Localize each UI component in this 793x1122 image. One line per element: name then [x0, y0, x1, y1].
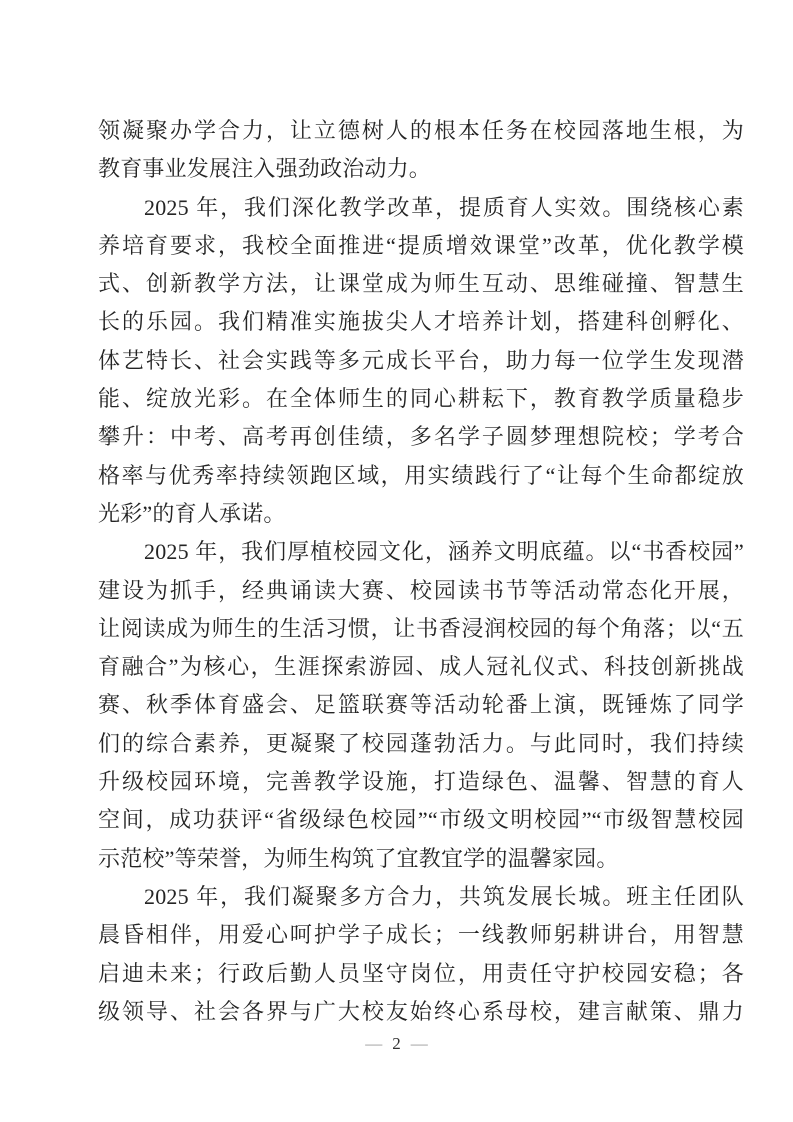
page-footer [0, 1033, 793, 1055]
document-body [98, 112, 744, 1031]
text-line: 空间，成功获评“省级绿色校园”“市级文明校园”“市级智慧校园 [98, 807, 744, 833]
paragraph [98, 533, 744, 878]
page-number: 2 [392, 1034, 401, 1053]
text-line: 育融合”为核心，生涯探索游园、成人冠礼仪式、科技创新挑战 [98, 654, 744, 680]
text-line: 升级校园环境，完善教学设施，打造绿色、温馨、智慧的育人 [98, 769, 744, 795]
text-line: 让阅读成为师生的生活习惯，让书香浸润校园的每个角落；以“五 [98, 615, 744, 641]
text-line: 建设为抓手，经典诵读大赛、校园读书节等活动常态化开展， [98, 577, 744, 603]
paragraph [98, 112, 744, 189]
text-line: 格率与优秀率持续领跑区域，用实绩践行了“让每个生命都绽放 [98, 462, 744, 488]
text-line: 启迪未来；行政后勤人员坚守岗位，用责任守护校园安稳；各 [98, 960, 744, 986]
text-line: 长的乐园。我们精准实施拔尖人才培养计划，搭建科创孵化、 [98, 309, 744, 335]
paragraph [98, 878, 744, 1031]
text-line: 们的综合素养，更凝聚了校园蓬勃活力。与此同时，我们持续 [98, 730, 744, 756]
text-line: 领凝聚办学合力，让立德树人的根本任务在校园落地生根，为 [98, 118, 744, 143]
text-line: 2025 年，我们凝聚多方合力，共筑发展长城。班主任团队 [144, 883, 744, 909]
text-line: 2025 年，我们深化教学改革，提质育人实效。围绕核心素 [144, 194, 744, 220]
footer-dash-left: — [365, 1034, 383, 1053]
text-line: 晨昏相伴，用爱心呵护学子成长；一线教师躬耕讲台，用智慧 [98, 922, 744, 948]
text-line: 攀升：中考、高考再创佳绩，多名学子圆梦理想院校；学考合 [98, 424, 744, 450]
text-line: 赛、秋季体育盛会、足篮联赛等活动轮番上演，既锤炼了同学 [98, 692, 744, 718]
text-line: 养培育要求，我校全面推进“提质增效课堂”改革，优化教学模 [98, 232, 744, 258]
text-line: 教育事业发展注入强劲政治动力。 [98, 156, 432, 182]
text-line: 2025 年，我们厚植校园文化，涵养文明底蕴。以“书香校园” [144, 539, 744, 565]
text-line: 式、创新教学方法，让课堂成为师生互动、思维碰撞、智慧生 [98, 271, 744, 297]
footer-dash-right: — [410, 1034, 428, 1053]
paragraph [98, 189, 744, 534]
text-line: 光彩”的育人承诺。 [98, 500, 286, 526]
text-line: 示范校”等荣誉，为师生构筑了宜教宜学的温馨家园。 [98, 845, 619, 871]
text-line: 能、绽放光彩。在全体师生的同心耕耘下，教育教学质量稳步 [98, 386, 744, 412]
text-line: 级领导、社会各界与广大校友始终心系母校，建言献策、鼎力 [98, 998, 744, 1024]
text-line: 体艺特长、社会实践等多元成长平台，助力每一位学生发现潜 [98, 347, 744, 373]
